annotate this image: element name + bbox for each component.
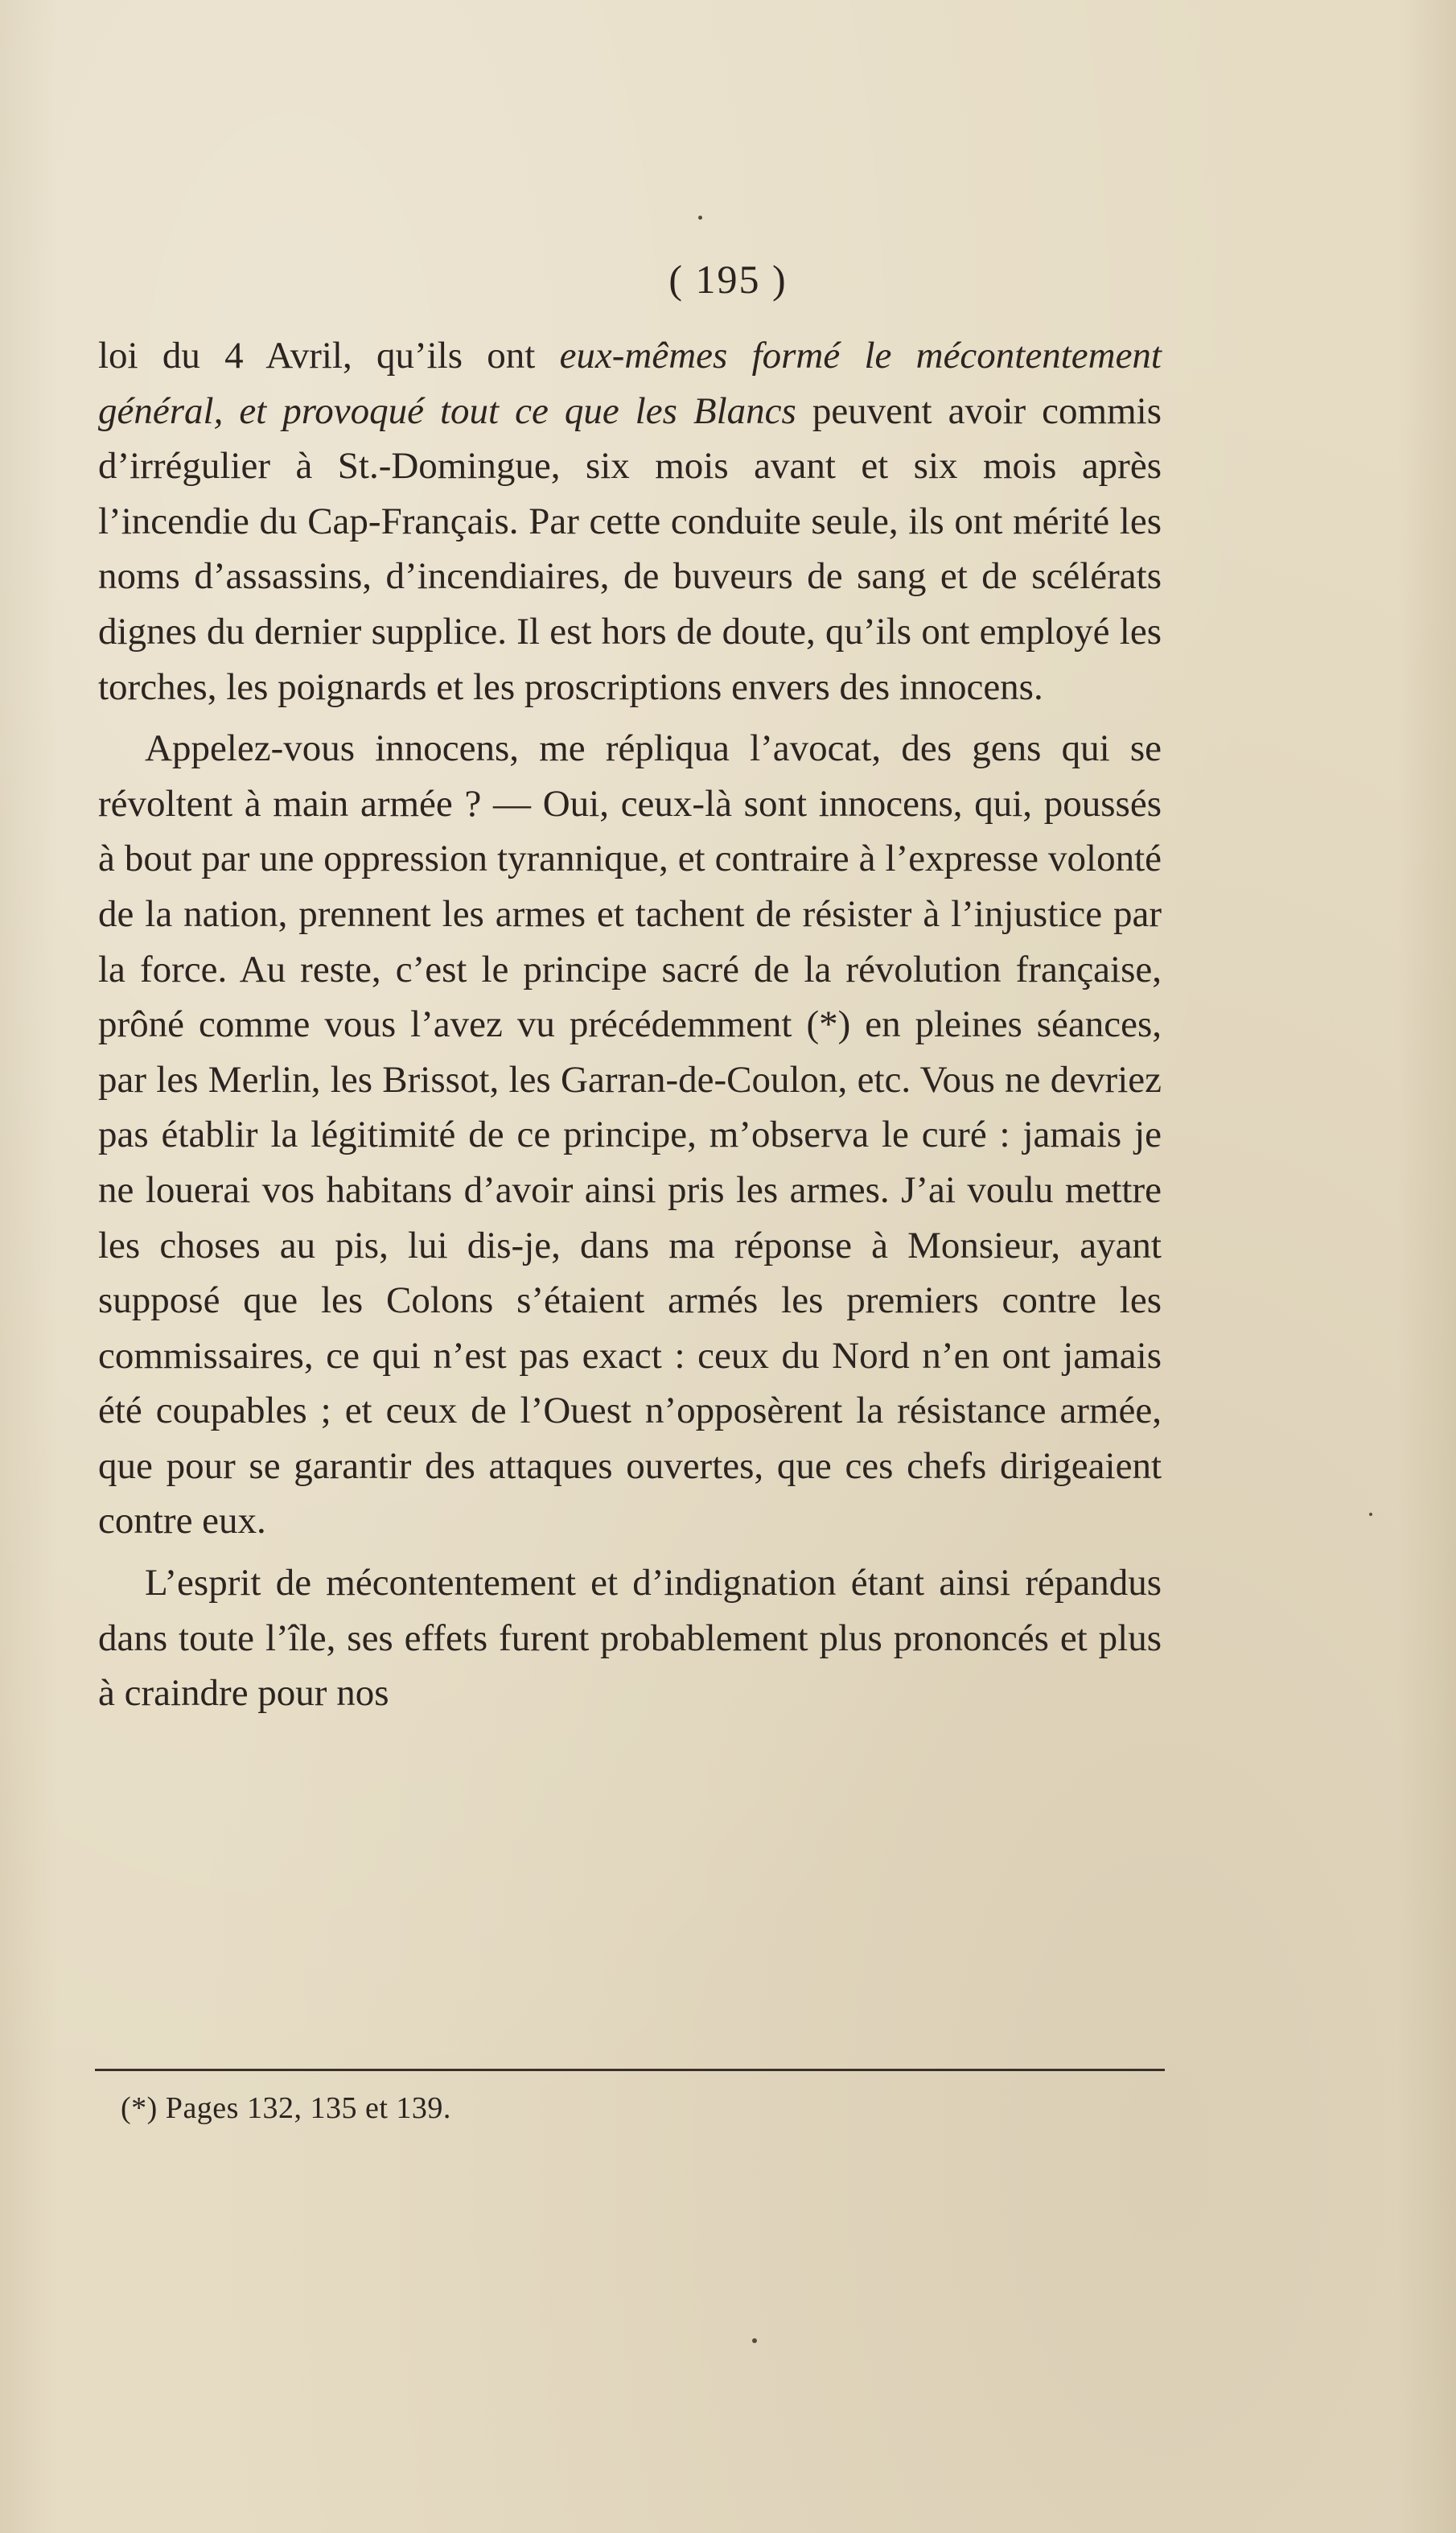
paragraph-1 <box>98 328 1162 715</box>
paragraph-1-italic: eux-mêmes formé le mécontentement général, et provoqué tout ce que les Blancs <box>98 335 1162 432</box>
footnote: (*) Pages 132, 135 et 139. <box>121 2091 451 2125</box>
paragraph-2: Appelez-vous innocens, me répliqua l’avocat, des gens qui se révoltent à main armée ? — Oui, ceux-là sont innocens, qui, poussés à bout par une oppression tyrannique, et contraire à l’expresse volonté de la nation, prennent les armes et tachent de résister à l’injustice par la force. Au reste, c’est le principe sacré de la révolution française, prôné comme vous l’avez vu précédemment (*) en pleines séances, par les Merlin, les Brissot, les Garran-de-Coulon, etc. Vous ne devriez pas établir la légitimité de ce principe, m’observa le curé : jamais je ne louerai vos habitans d’avoir ainsi pris les armes. J’ai voulu mettre les choses au pis, lui dis-je, dans ma réponse à Monsieur, ayant supposé que les Colons s’étaient armés les premiers contre les commissaires, ce qui n’est pas exact : ceux du Nord n’en ont jamais été coupables ; et ceux de l’Ouest n’opposèrent la résistance armée, que pour se garantir des attaques ouvertes, que ces chefs dirigeaient contre eux. <box>98 727 1162 1542</box>
paper-speck <box>1369 1513 1372 1516</box>
paper-speck <box>698 216 702 220</box>
paragraph-3: L’esprit de mécontentement et d’indignation étant ainsi répandus dans toute l’île, ses effets furent probablement plus prononcés et plus à craindre pour nos <box>98 1562 1162 1715</box>
paragraph-1-start: loi du 4 Avril, qu’ils ont <box>98 335 560 377</box>
paragraph-1-rest: peuvent avoir commis d’irrégulier à St.-Domingue, six mois avant et six mois après l’incendie du Cap-Français. Par cette conduite seule, ils ont mérité les noms d’assassins, d’incendiaires, de buveurs de sang et de scélérats dignes du dernier supplice. Il est hors de doute, qu’ils ont employé les torches, les poignards et les proscriptions envers des innocens. <box>98 389 1162 708</box>
footnote-rule <box>95 2069 1165 2071</box>
main-text <box>98 328 1162 1721</box>
page-number: ( 195 ) <box>668 257 788 302</box>
paper-speck <box>752 2338 757 2343</box>
